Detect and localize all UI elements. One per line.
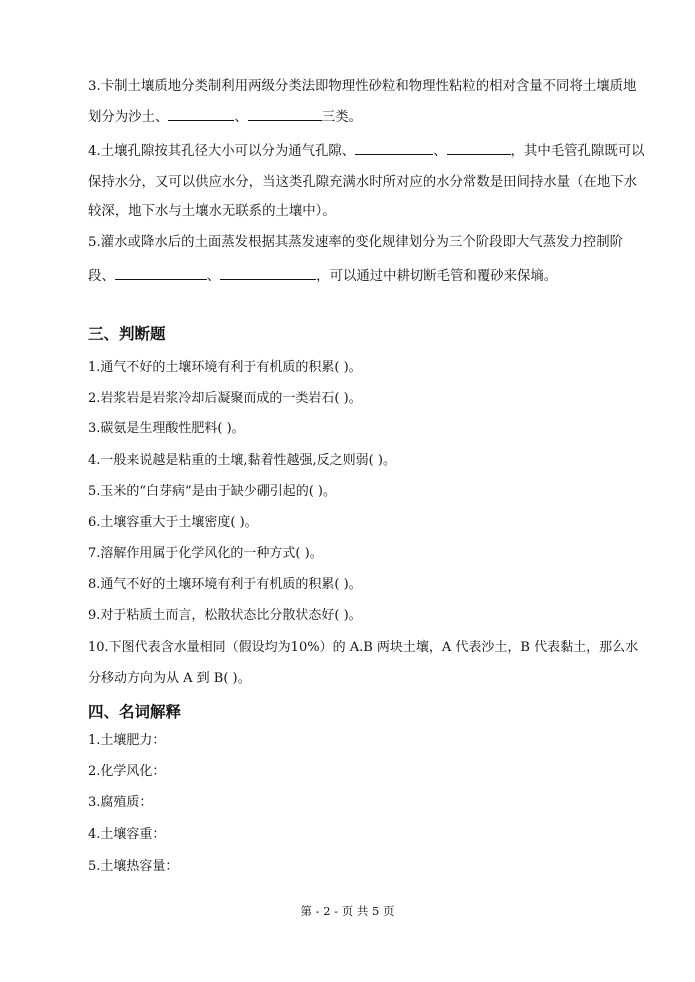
judgment-item-1: 1.通气不好的土壤环境有利于有机质的积累( )。 bbox=[88, 360, 362, 375]
term-item-1: 1.土壤肥力： bbox=[88, 733, 166, 748]
section-3-title: 三、判断题 bbox=[88, 325, 166, 343]
question-3-text-a: 划分为沙土、 bbox=[88, 110, 169, 125]
judgment-item-5: 5.玉米的“白芽病”是由于缺少硼引起的( )。 bbox=[88, 484, 336, 499]
judgment-item-7: 7.溶解作用属于化学风化的一种方式( )。 bbox=[88, 546, 323, 561]
question-5-text-b: 、 bbox=[206, 269, 221, 284]
judgment-item-6: 6.土壤容重大于土壤密度( )。 bbox=[88, 515, 258, 530]
answer-blank bbox=[447, 141, 511, 155]
section-4-title: 四、名词解释 bbox=[88, 703, 182, 721]
term-item-2: 2.化学风化： bbox=[88, 764, 166, 779]
question-4-line-3: 较深，地下水与土壤水无联系的土壤中）。 bbox=[88, 204, 336, 219]
term-item-5: 5.土壤热容量： bbox=[88, 859, 179, 874]
judgment-item-9: 9.对于粘质土而言，松散状态比分散状态好( )。 bbox=[88, 608, 362, 623]
judgment-item-8: 8.通气不好的土壤环境有利于有机质的积累( )。 bbox=[88, 577, 362, 592]
judgment-item-2: 2.岩浆岩是岩浆冷却后凝聚而成的一类岩石( )。 bbox=[88, 391, 362, 406]
question-3-line-2 bbox=[88, 107, 362, 127]
question-5-text-a: 段、 bbox=[88, 269, 115, 284]
judgment-item-3: 3.碳氨是生理酸性肥料( )。 bbox=[88, 421, 245, 436]
question-4-text-c: ，其中毛管孔隙既可以 bbox=[510, 144, 645, 159]
judgment-item-10-line-2: 分移动方向为从 A 到 B( )。 bbox=[88, 671, 251, 686]
judgment-item-4: 4.一般来说越是粘重的土壤,黏着性越强,反之则弱( )。 bbox=[88, 453, 396, 468]
question-4-line-1 bbox=[88, 141, 645, 161]
question-5-text-c: ，可以通过中耕切断毛管和覆砂来保墒。 bbox=[316, 269, 558, 284]
question-4-text-b: 、 bbox=[433, 144, 447, 159]
answer-blank bbox=[115, 266, 207, 280]
answer-blank bbox=[248, 107, 322, 121]
question-3-text-b: 、 bbox=[234, 110, 248, 125]
question-4-line-2: 保持水分，又可以供应水分，当这类孔隙充满水时所对应的水分常数是田间持水量（在地下水 bbox=[88, 175, 638, 190]
question-3-text-c: 三类。 bbox=[321, 110, 362, 125]
term-item-3: 3.腐殖质： bbox=[88, 795, 153, 810]
question-3-line-1: 3.卡制土壤质地分类制利用两级分类法即物理性砂粒和物理性粘粒的相对含量不同将土壤质地 bbox=[88, 79, 637, 94]
question-5-line-1: 5.灌水或降水后的土面蒸发根据其蒸发速率的变化规律划分为三个阶段即大气蒸发力控制阶 bbox=[88, 235, 624, 250]
question-4-text-a: 4.土壤孔隙按其孔径大小可以分为通气孔隙、 bbox=[88, 144, 356, 159]
answer-blank bbox=[355, 141, 433, 155]
answer-blank bbox=[168, 107, 234, 121]
page-footer: 第 - 2 - 页 共 5 页 bbox=[300, 904, 395, 918]
answer-blank bbox=[220, 266, 316, 280]
judgment-item-10-line-1: 10.下图代表含水量相同（假设均为10%）的 A.B 两块土壤，A 代表沙土，B 代表黏土，那么水 bbox=[88, 640, 639, 655]
term-item-4: 4.土壤容重： bbox=[88, 827, 166, 842]
question-5-line-2 bbox=[88, 266, 557, 286]
